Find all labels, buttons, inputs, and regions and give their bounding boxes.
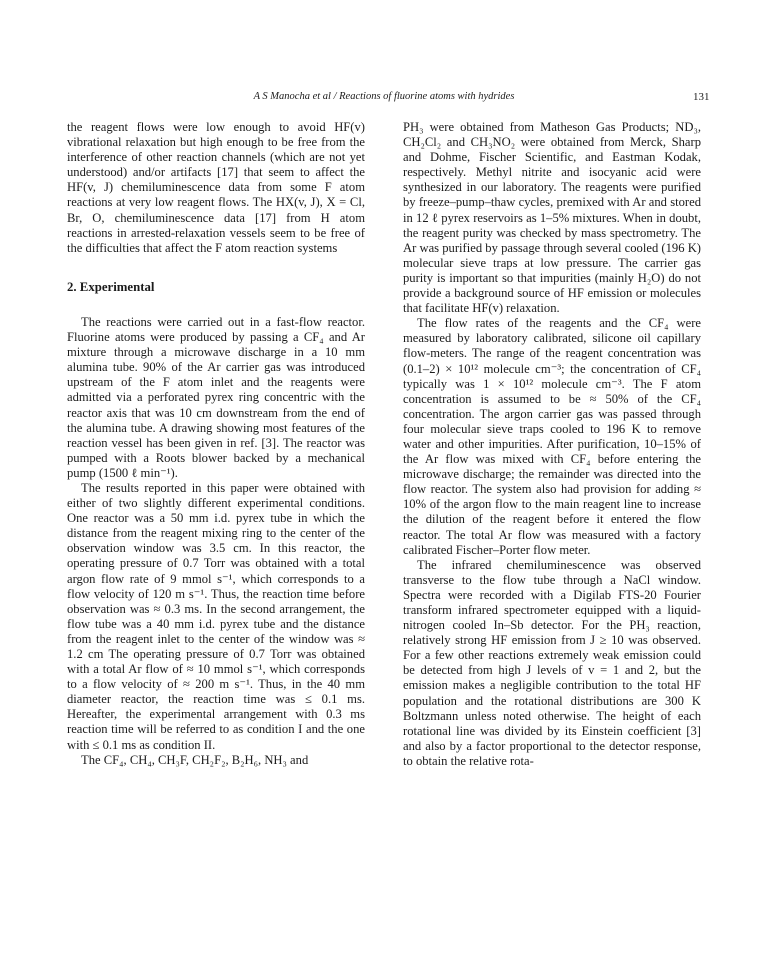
page-number: 131: [693, 91, 710, 103]
experimental-paragraph-1: The reactions were carried out in a fast-flow reactor. Fluorine atoms were produced by passing a CF₄ and Ar mixture through a microwave discharge in a 10 mm alumina tube. 90% of the Ar carrier gas was introduced upstream of the F atom inlet and the reagents were admitted via a perforated pyrex ring concentric with the reactor axis that was 10 cm downstream from the end of the alumina tube. A drawing showing most features of the reaction vessel has been given in ref. [3]. The reactor was pumped with a Roots blower backed by a mechanical pump (1500 ℓ min⁻¹).: [67, 314, 365, 480]
intro-paragraph: the reagent flows were low enough to avoid HF(v) vibrational relaxation but high enough to be free from the interference of other reaction channels (which are not yet understood) and/or artifacts [17] that seem to affect the HF(v, J) chemiluminescence data from some F atom reactions at very low reagent flows. The HX(v, J), X = Cl, Br, O, chemiluminescence data [17] from H atom reactions in arrested-relaxation vessels seem to be free of the difficulties that affect the F atom reaction systems: [67, 120, 365, 255]
reagent-sources-paragraph: PH₃ were obtained from Matheson Gas Products; ND₃, CH₂Cl₂ and CH₃NO₂ were obtained from Merck, Sharp and Dohme, Fischer Scientific, and Eastman Kodak, respectively. Methyl nitrite and isocyanic acid were synthesized in our laboratory. The reagents were purified by freeze–pump–thaw cycles, premixed with Ar and stored in 12 ℓ pyrex reservoirs as 1–5% mixtures. When in doubt, the reagent purity was checked by mass spectrometry. The Ar was purified by passage through several cooled (196 K) molecular sieve traps at low pressure. The carrier gas purity is important so that impurities (mainly H₂O) do not provide a background source of HF emission or molecules that facilitate HF(v) relaxation.: [403, 120, 701, 316]
running-head: A S Manocha et al / Reactions of fluorine atoms with hydrides: [253, 91, 515, 102]
chemiluminescence-paragraph: The infrared chemiluminescence was observed transverse to the flow tube through a NaCl window. Spectra were recorded with a Digilab FTS-20 Fourier transform infrared spectrometer equipped with a liquid-nitrogen cooled In–Sb detector. For the PH₃ reaction, relatively strong HF emission from J ≥ 10 was observed. For a few other reactions extremely weak emission could be detected from high J levels of v = 1 and 2, but the emission makes a negligible contribution to the total HF population and the rotational distributions are 300 K Boltzmann unless noted otherwise. The height of each rotational line was divided by its Einstein coefficient [3] and also by a factor proportional to the detector response, to obtain the relative rota-: [403, 557, 701, 768]
experimental-paragraph-3: The CF₄, CH₄, CH₃F, CH₂F₂, B₂H₆, NH₃ and: [81, 752, 309, 767]
left-column: [67, 120, 365, 768]
flow-rates-paragraph: The flow rates of the reagents and the CF₄ were measured by laboratory calibrated, silicone oil capillary flow-meters. The range of the reagent concentration was (0.1–2) × 10¹² molecule cm⁻³; the concentration of CF₄ typically was 1 × 10¹² molecule cm⁻³. The F atom concentration is assumed to be ≈ 50% of the CF₄ concentration. The argon carrier gas was passed through four molecular sieve traps cooled to 196 K to remove water and other impurities. After purification, 10–15% of the Ar flow was mixed with CF₄ before entering the microwave discharge; the remainder was directed into the flow reactor. The system also had provision for adding ≈ 10% of the argon flow to the main reagent line to increase the dilution of the reagent before it entered the flow reactor. The total Ar flow was measured with a factory calibrated Fischer–Porter flow meter.: [403, 316, 701, 557]
right-column: [403, 120, 701, 769]
section-heading: 2. Experimental: [67, 279, 155, 294]
experimental-paragraph-2: The results reported in this paper were obtained with either of two slightly different experimental conditions. One reactor was a 50 mm i.d. pyrex tube in which the distance from the reagent mixing ring to the center of the observation window was 3.5 cm. In this reactor, the operating pressure of 0.7 Torr was obtained with a total argon flow rate of 9 mmol s⁻¹, which corresponds to a flow velocity of 120 m s⁻¹. Thus, the reaction time before observation was ≈ 0.3 ms. In the second arrangement, the flow tube was a 40 mm i.d. pyrex tube and the distance from the reagent inlet to the center of the window was ≈ 1.2 cm The operating pressure of 0.7 Torr was obtained with a total Ar flow of ≈ 10 mmol s⁻¹, which corresponds to a flow velocity of ≈ 200 m s⁻¹. Thus, in the 40 mm diameter reactor, the reaction time was ≤ 0.1 ms. Hereafter, the experimental arrangement with 0.3 ms reaction time will be referred to as condition I and the one with ≤ 0.1 ms as condition II.: [67, 480, 365, 752]
